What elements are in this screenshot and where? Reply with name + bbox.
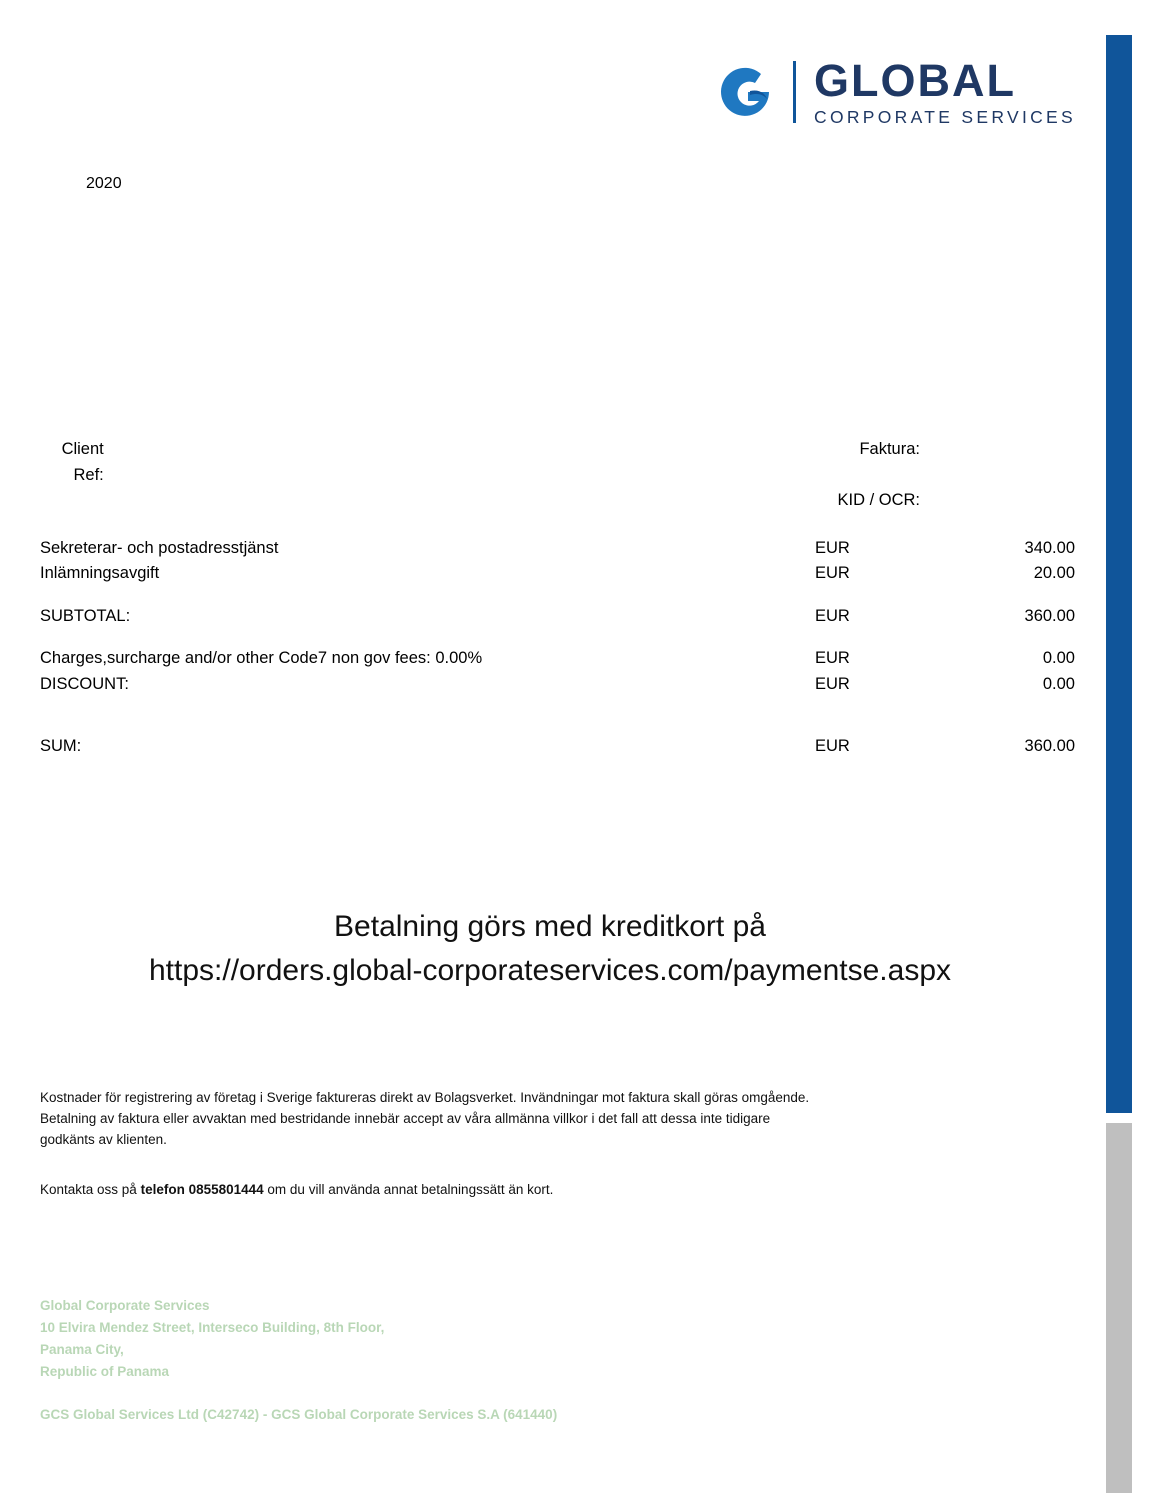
invoice-header-row-faktura xyxy=(40,437,1075,488)
line-item-amount: 20.00 xyxy=(1033,564,1075,583)
contact-line xyxy=(40,1182,553,1197)
charges-currency: EUR xyxy=(815,649,850,668)
sum-row xyxy=(40,734,1075,760)
contact-suffix: om du vill använda annat betalningssätt än kort. xyxy=(263,1182,554,1197)
faktura-label: Faktura: xyxy=(859,440,920,458)
terms-text xyxy=(40,1088,940,1151)
sum-label: SUM: xyxy=(40,736,82,755)
terms-line-1: Kostnader för registrering av företag i Sverige faktureras direkt av Bolagsverket. Invändningar mot faktura skall göras omgående. xyxy=(40,1090,810,1105)
discount-amount: 0.00 xyxy=(1042,674,1075,693)
charges-amount: 0.00 xyxy=(1042,649,1075,668)
discount-row xyxy=(40,672,1075,698)
line-item-currency: EUR xyxy=(815,538,850,557)
line-item-amount: 340.00 xyxy=(1024,538,1075,557)
line-item-description: Inlämningsavgift xyxy=(40,564,160,583)
right-blue-accent-bar xyxy=(1106,35,1132,1113)
invoice-table xyxy=(40,437,1075,759)
payment-notice xyxy=(0,905,1100,992)
invoice-header-row-kid xyxy=(40,488,1075,514)
footer-company-name: Global Corporate Services xyxy=(40,1298,210,1313)
subtotal-amount: 360.00 xyxy=(1024,606,1075,625)
logo-title: GLOBAL xyxy=(814,55,1016,106)
footer-address-line-1: 10 Elvira Mendez Street, Interseco Building, 8th Floor, xyxy=(40,1319,385,1335)
sum-amount: 360.00 xyxy=(1024,736,1075,755)
line-item-currency: EUR xyxy=(815,564,850,583)
footer-legal-entities: GCS Global Services Ltd (C42742) - GCS Global Corporate Services S.A (641440) xyxy=(40,1407,558,1422)
discount-label: DISCOUNT: xyxy=(40,674,129,693)
terms-line-3: godkänts av klienten. xyxy=(40,1131,167,1147)
line-item-description: Sekreterar- och postadresstjänst xyxy=(40,538,279,557)
document-year: 2020 xyxy=(86,175,122,192)
sum-currency: EUR xyxy=(815,736,850,755)
footer-address-line-2: Panama City, xyxy=(40,1341,124,1357)
logo-wordmark xyxy=(814,55,1076,127)
subtotal-currency: EUR xyxy=(815,606,850,625)
contact-prefix: Kontakta oss på xyxy=(40,1182,141,1197)
contact-phone: telefon 0855801444 xyxy=(140,1182,264,1197)
payment-notice-line1: Betalning görs med kreditkort på xyxy=(334,910,766,943)
charges-row xyxy=(40,646,1075,672)
footer-address xyxy=(40,1295,384,1382)
logo-subtitle: CORPORATE SERVICES xyxy=(814,107,1076,127)
kid-ocr-label: KID / OCR: xyxy=(837,491,920,510)
charges-label: Charges,surcharge and/or other Code7 non gov fees: 0.00% xyxy=(40,649,483,668)
terms-line-2: Betalning av faktura eller avvaktan med bestridande innebär accept av våra allmänna villkor i det fall att dessa inte tidigare xyxy=(40,1110,771,1126)
payment-url[interactable]: https://orders.global-corporateservices.com/paymentse.aspx xyxy=(148,953,952,987)
client-ref-label: Client Ref: xyxy=(61,440,104,484)
subtotal-label: SUBTOTAL: xyxy=(40,606,131,625)
global-g-swirl-icon xyxy=(717,61,779,123)
logo-divider xyxy=(793,61,796,123)
right-grey-accent-bar xyxy=(1106,1123,1132,1493)
discount-currency: EUR xyxy=(815,674,850,693)
line-item-row xyxy=(40,561,1075,587)
company-logo xyxy=(717,55,1076,127)
subtotal-row xyxy=(40,604,1075,630)
line-item-row xyxy=(40,536,1075,562)
footer-address-line-3: Republic of Panama xyxy=(40,1363,170,1379)
